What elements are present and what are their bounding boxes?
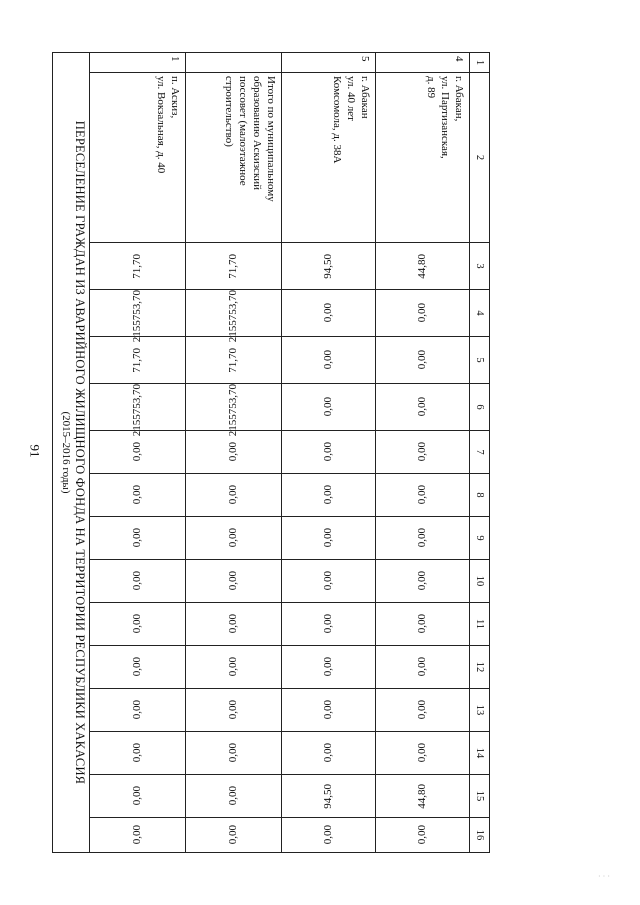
value-text: 0,00: [416, 442, 429, 462]
value-cell-col-9: [282, 517, 376, 560]
value-cell-col-5: [90, 337, 186, 384]
value-cell-col-3: [282, 243, 376, 290]
value-text: 0,00: [131, 700, 144, 720]
value-cell-col-13: [90, 689, 186, 732]
column-number-14: 14: [470, 732, 490, 775]
scan-specks: · · ·: [598, 872, 610, 881]
value-cell-col-12: [282, 646, 376, 689]
value-cell-col-12: [186, 646, 282, 689]
row-number: 4: [376, 53, 470, 73]
value-cell-col-14: [282, 732, 376, 775]
value-text: 0,00: [322, 657, 335, 677]
value-cell-col-16: [186, 818, 282, 853]
value-cell-col-8: [90, 474, 186, 517]
column-number-row: [470, 53, 490, 853]
address-cell: [90, 73, 186, 243]
value-cell-col-13: [186, 689, 282, 732]
address-line: д. 89: [425, 76, 437, 99]
value-text: 0,00: [322, 825, 335, 845]
value-cell-col-10: [282, 560, 376, 603]
value-text: 0,00: [416, 397, 429, 417]
value-text: 0,00: [131, 657, 144, 677]
value-text: 0,00: [322, 700, 335, 720]
value-cell-col-8: [376, 474, 470, 517]
value-text: 0,00: [227, 700, 240, 720]
value-text: 0,00: [227, 485, 240, 505]
value-cell-col-5: [376, 337, 470, 384]
address-cell: [186, 73, 282, 243]
value-text: 0,00: [322, 571, 335, 591]
value-cell-col-6: [90, 384, 186, 437]
value-text: 0,00: [227, 743, 240, 763]
column-number-6: 6: [470, 384, 490, 431]
address-line: п. Аскиз,: [169, 76, 181, 119]
value-text: 94,50: [322, 253, 335, 279]
table-footer: [53, 53, 90, 853]
column-number-11: 11: [470, 603, 490, 646]
table-footer-row: [53, 53, 90, 853]
value-cell-col-5: [186, 337, 282, 384]
column-number-4: 4: [470, 290, 490, 337]
address-line: Комсомола, д. 38А: [331, 76, 343, 164]
value-text: 0,00: [131, 614, 144, 634]
value-text: 0,00: [416, 528, 429, 548]
page-number: 91: [27, 444, 43, 458]
value-cell-col-7: [282, 431, 376, 474]
value-text: 0,00: [131, 743, 144, 763]
value-text: 0,00: [416, 571, 429, 591]
value-cell-col-6: [282, 384, 376, 431]
column-number-1: 1: [470, 53, 490, 73]
address-line: поссовет (малоэтажное: [237, 76, 249, 186]
value-text: 0,00: [416, 350, 429, 370]
column-number-16: 16: [470, 818, 490, 853]
value-text: 0,00: [416, 485, 429, 505]
column-number-8: 8: [470, 474, 490, 517]
value-text: 2155753,70: [227, 290, 240, 343]
value-text: 0,00: [322, 485, 335, 505]
value-text: 71,70: [227, 253, 240, 279]
value-cell-col-13: [282, 689, 376, 732]
address-line: г. Абакан: [359, 76, 371, 119]
value-cell-col-15: [376, 775, 470, 818]
value-cell-col-15: [282, 775, 376, 818]
value-text: 44,80: [416, 783, 429, 809]
column-number-2: 2: [470, 73, 490, 243]
column-number-12: 12: [470, 646, 490, 689]
value-cell-col-16: [90, 818, 186, 853]
value-cell-col-12: [90, 646, 186, 689]
value-cell-col-4: [90, 290, 186, 343]
value-text: 0,00: [131, 571, 144, 591]
address-line: строительство): [223, 76, 235, 147]
value-text: 0,00: [227, 614, 240, 634]
column-number-10: 10: [470, 560, 490, 603]
value-cell-col-4: [282, 290, 376, 337]
value-text: 0,00: [322, 442, 335, 462]
address-line: ул. 40 лет: [345, 76, 357, 121]
value-cell-col-7: [90, 431, 186, 474]
column-number-15: 15: [470, 775, 490, 818]
value-cell-col-11: [90, 603, 186, 646]
rotated-table-container: [60, 52, 490, 852]
resettlement-table: [52, 52, 490, 853]
value-text: 2155753,70: [131, 290, 144, 343]
value-text: 0,00: [322, 397, 335, 417]
address-line: г. Абакан,: [453, 76, 465, 122]
address-line: ул. Вокзальная, д. 40: [155, 76, 167, 174]
row-number: [186, 53, 282, 73]
table-row: [186, 53, 282, 853]
value-cell-col-8: [282, 474, 376, 517]
value-cell-col-15: [186, 775, 282, 818]
column-number-3: 3: [470, 243, 490, 290]
value-cell-col-13: [376, 689, 470, 732]
value-cell-col-3: [90, 243, 186, 290]
address-line: Итого по муниципальному: [265, 76, 277, 202]
value-text: 0,00: [227, 528, 240, 548]
value-text: 71,70: [131, 347, 144, 373]
value-text: 0,00: [322, 743, 335, 763]
value-cell-col-9: [90, 517, 186, 560]
value-text: 0,00: [131, 528, 144, 548]
value-cell-col-10: [186, 560, 282, 603]
value-cell-col-6: [186, 384, 282, 437]
row-number: 1: [90, 53, 186, 73]
value-cell-col-10: [376, 560, 470, 603]
column-number-7: 7: [470, 431, 490, 474]
value-cell-col-4: [376, 290, 470, 337]
address-cell: [376, 73, 470, 243]
value-text: 0,00: [131, 442, 144, 462]
value-text: 0,00: [227, 786, 240, 806]
value-text: 44,80: [416, 253, 429, 279]
value-text: 94,50: [322, 783, 335, 809]
value-cell-col-16: [376, 818, 470, 853]
value-text: 0,00: [416, 614, 429, 634]
value-cell-col-3: [186, 243, 282, 290]
value-cell-col-9: [186, 517, 282, 560]
value-text: 0,00: [416, 743, 429, 763]
value-cell-col-9: [376, 517, 470, 560]
address-line: образованию Аскизский: [251, 76, 263, 191]
column-number-13: 13: [470, 689, 490, 732]
value-cell-col-5: [282, 337, 376, 384]
value-cell-col-12: [376, 646, 470, 689]
row-number: 5: [282, 53, 376, 73]
value-text: 71,70: [227, 347, 240, 373]
value-cell-col-11: [282, 603, 376, 646]
value-cell-col-6: [376, 384, 470, 431]
value-text: 0,00: [322, 303, 335, 323]
value-text: 0,00: [227, 825, 240, 845]
value-text: 0,00: [227, 571, 240, 591]
value-text: 0,00: [131, 786, 144, 806]
value-cell-col-3: [376, 243, 470, 290]
value-text: 0,00: [322, 350, 335, 370]
column-number-5: 5: [470, 337, 490, 384]
value-cell-col-14: [90, 732, 186, 775]
value-text: 0,00: [322, 528, 335, 548]
value-text: 0,00: [322, 614, 335, 634]
table-row: [90, 53, 186, 853]
value-cell-col-4: [186, 290, 282, 343]
column-number-9: 9: [470, 517, 490, 560]
value-text: 0,00: [416, 825, 429, 845]
value-text: 2155753,70: [227, 384, 240, 437]
value-text: 0,00: [416, 303, 429, 323]
value-cell-col-8: [186, 474, 282, 517]
value-cell-col-10: [90, 560, 186, 603]
value-text: 0,00: [227, 442, 240, 462]
value-cell-col-14: [186, 732, 282, 775]
value-text: 0,00: [416, 657, 429, 677]
value-text: 0,00: [227, 657, 240, 677]
value-text: 0,00: [416, 700, 429, 720]
address-line: ул. Партизанская,: [439, 76, 451, 159]
value-cell-col-7: [186, 431, 282, 474]
address-cell: [282, 73, 376, 243]
table-row: [376, 53, 470, 853]
value-cell-col-15: [90, 775, 186, 818]
value-text: 71,70: [131, 253, 144, 279]
value-cell-col-7: [376, 431, 470, 474]
footer-subtitle: (2015–2016 годы): [60, 411, 72, 494]
value-text: 0,00: [131, 485, 144, 505]
value-cell-col-16: [282, 818, 376, 853]
value-cell-col-11: [376, 603, 470, 646]
footer-title: ПЕРЕСЕЛЕНИЕ ГРАЖДАН ИЗ АВАРИЙНОГО ЖИЛИЩНОГО ФОНДА НА ТЕРРИТОРИИ РЕСПУБЛИКИ ХАКАСИЯ: [73, 120, 87, 785]
table-row: [282, 53, 376, 853]
value-text: 2155753,70: [131, 384, 144, 437]
value-text: 0,00: [131, 825, 144, 845]
value-cell-col-11: [186, 603, 282, 646]
value-cell-col-14: [376, 732, 470, 775]
